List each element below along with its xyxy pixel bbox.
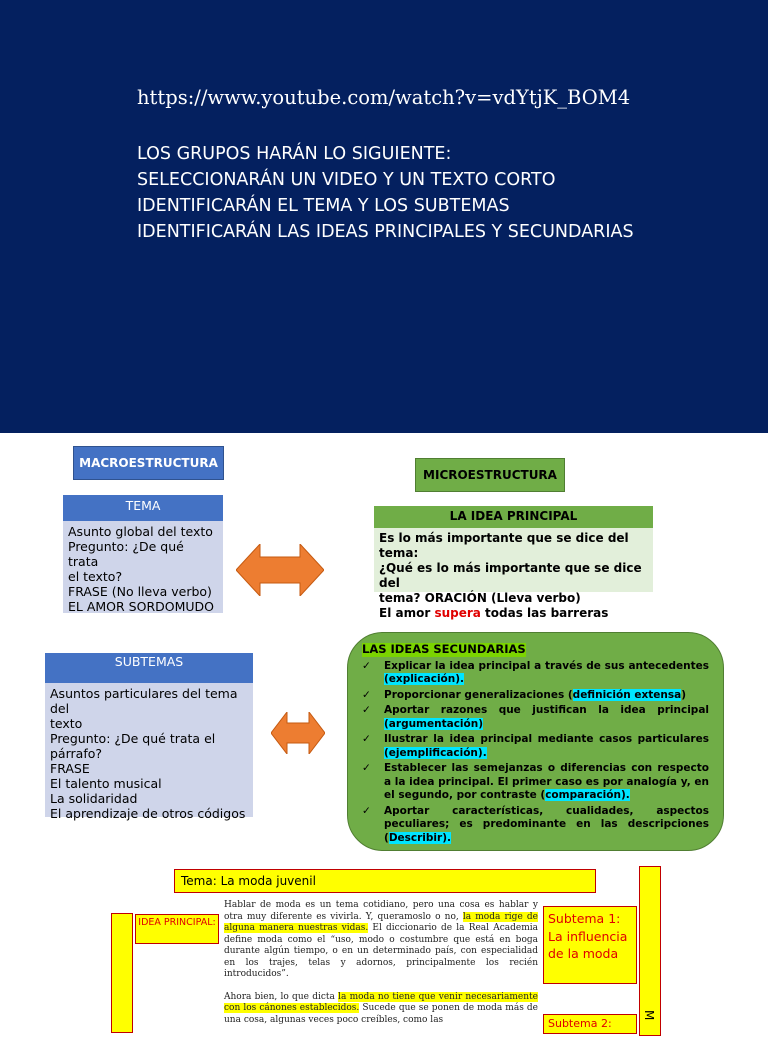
check-icon: ✓ — [362, 733, 371, 745]
item-after: ) — [681, 688, 686, 701]
instructions — [137, 141, 634, 245]
example-start: El amor — [379, 606, 435, 620]
list-item — [362, 660, 709, 687]
subtema-line: Pregunto: ¿De qué trata el — [50, 731, 216, 746]
microestructura-label: MICROESTRUCTURA — [415, 458, 565, 492]
idea-principal-label: IDEA PRINCIPAL: — [135, 914, 219, 944]
paragraph-text: Hablar de moda es un tema cotidiano, pero una cosa es hablar y otra muy diferente es vivirla. Y, queramoslo o no, — [224, 900, 538, 922]
subtema-1-label: Subtema 1: La influencia de la moda — [543, 906, 637, 984]
subtemas-header: SUBTEMAS — [45, 653, 253, 683]
tema-line: el texto? — [68, 569, 123, 584]
list-item — [362, 689, 709, 703]
item-highlight: (argumentación) — [384, 717, 484, 730]
subtema-line: La solidaridad — [50, 791, 138, 806]
highlighted-text: la moda rige de alguna manera nuestras vidas. — [224, 911, 538, 933]
subtema-line: El aprendizaje de otros códigos — [50, 806, 246, 821]
paragraph — [224, 900, 538, 981]
list-item — [362, 762, 709, 803]
right-annotation-bar — [639, 866, 661, 1036]
idea-principal-body — [374, 528, 653, 620]
subtema-line: Asuntos particulares del tema del — [50, 686, 238, 716]
list-item — [362, 805, 709, 846]
item-text: Ilustrar la idea principal mediante casos particulares — [384, 733, 709, 745]
example-end: todas las barreras — [480, 606, 609, 620]
item-text: Aportar características, cualidades, aspectos peculiares; es predominante en las descripciones ( — [384, 804, 709, 844]
paragraph-text: Sucede que se ponen de moda más de una cosa, algunas veces poco creíbles, como las — [224, 1003, 538, 1025]
check-icon: ✓ — [362, 762, 371, 774]
instruction-line: SELECCIONARÁN UN VIDEO Y UN TEXTO CORTO — [137, 170, 556, 190]
item-text: Aportar razones que justifican la idea principal — [384, 704, 709, 716]
item-highlight: Describir). — [388, 831, 451, 844]
double-arrow-icon — [271, 712, 325, 754]
highlighted-text: la moda no tiene que venir necesariamente con los cánones establecidos. — [224, 991, 538, 1013]
instruction-line: LOS GRUPOS HARÁN LO SIGUIENTE: — [137, 144, 452, 164]
idea-principal-header: LA IDEA PRINCIPAL — [374, 506, 653, 528]
item-text: Explicar la idea principal a través de sus antecedentes — [384, 659, 709, 672]
subtema-2-label: Subtema 2: — [543, 1014, 637, 1034]
item-highlight: comparación). — [545, 789, 630, 801]
item-text: Proporcionar generalizaciones ( — [384, 688, 573, 701]
slide-1 — [0, 0, 768, 433]
idea-line: tema? ORACIÓN (Lleva verbo) — [379, 591, 581, 605]
left-annotation-bar — [111, 913, 133, 1033]
tema-line: Pregunto: ¿De qué trata — [68, 539, 184, 569]
check-icon: ✓ — [362, 688, 371, 701]
subtema-line: El talento musical — [50, 776, 162, 791]
ideas-secundarias-title: LAS IDEAS SECUNDARIAS — [362, 642, 526, 656]
macroestructura-label: MACROESTRUCTURA — [73, 446, 224, 480]
subtema-line: FRASE — [50, 761, 90, 776]
instruction-line: IDENTIFICARÁN EL TEMA Y LOS SUBTEMAS — [137, 196, 510, 216]
subtema-line: texto — [50, 716, 83, 731]
article-text — [224, 900, 538, 1037]
check-icon: ✓ — [362, 659, 371, 672]
tema-line: FRASE (No lleva verbo) — [68, 584, 212, 599]
item-text: Establecer las semejanzas o diferencias con respecto a la idea principal. El primer caso es por analogía y, en el segundo, por contraste ( — [384, 762, 709, 801]
subtemas-body — [45, 683, 253, 821]
list-item — [362, 733, 709, 760]
vertical-label: M — [642, 1010, 656, 1021]
ideas-secundarias-list — [362, 660, 709, 846]
check-icon: ✓ — [362, 704, 371, 716]
list-item — [362, 704, 709, 731]
item-highlight: (explicación). — [384, 673, 465, 685]
paragraph — [224, 992, 538, 1027]
tema-moda-label: Tema: La moda juvenil — [174, 869, 596, 893]
tema-body — [63, 521, 223, 613]
tema-line: Asunto global del texto — [68, 524, 213, 539]
item-highlight: definición extensa — [572, 688, 682, 701]
double-arrow-icon — [236, 544, 324, 596]
tema-header: TEMA — [63, 495, 223, 521]
check-icon: ✓ — [362, 804, 371, 817]
paragraph-text: El diccionario de la Real Academia define moda como el “uso, modo o costumbre que está en boga durante algún tiempo, o en un determinado país, con especialidad en los trajes, telas y adornos, principalmente los recién introducidos”. — [224, 923, 538, 979]
video-url[interactable]: https://www.youtube.com/watch?v=vdYtjK_BOM4 — [137, 86, 631, 109]
paragraph-text: Ahora bien, lo que dicta — [224, 991, 339, 1002]
instruction-line: IDENTIFICARÁN LAS IDEAS PRINCIPALES Y SECUNDARIAS — [137, 222, 634, 242]
example-verb: supera — [434, 606, 481, 620]
tema-line: EL AMOR SORDOMUDO — [68, 599, 214, 614]
subtema-line: párrafo? — [50, 746, 102, 761]
idea-example — [379, 606, 648, 621]
ideas-secundarias-box — [347, 632, 724, 851]
item-highlight: (ejemplificación). — [384, 746, 487, 759]
idea-line: Es lo más importante que se dice del tema: — [379, 531, 629, 560]
idea-line: ¿Qué es lo más importante que se dice del — [379, 561, 642, 590]
